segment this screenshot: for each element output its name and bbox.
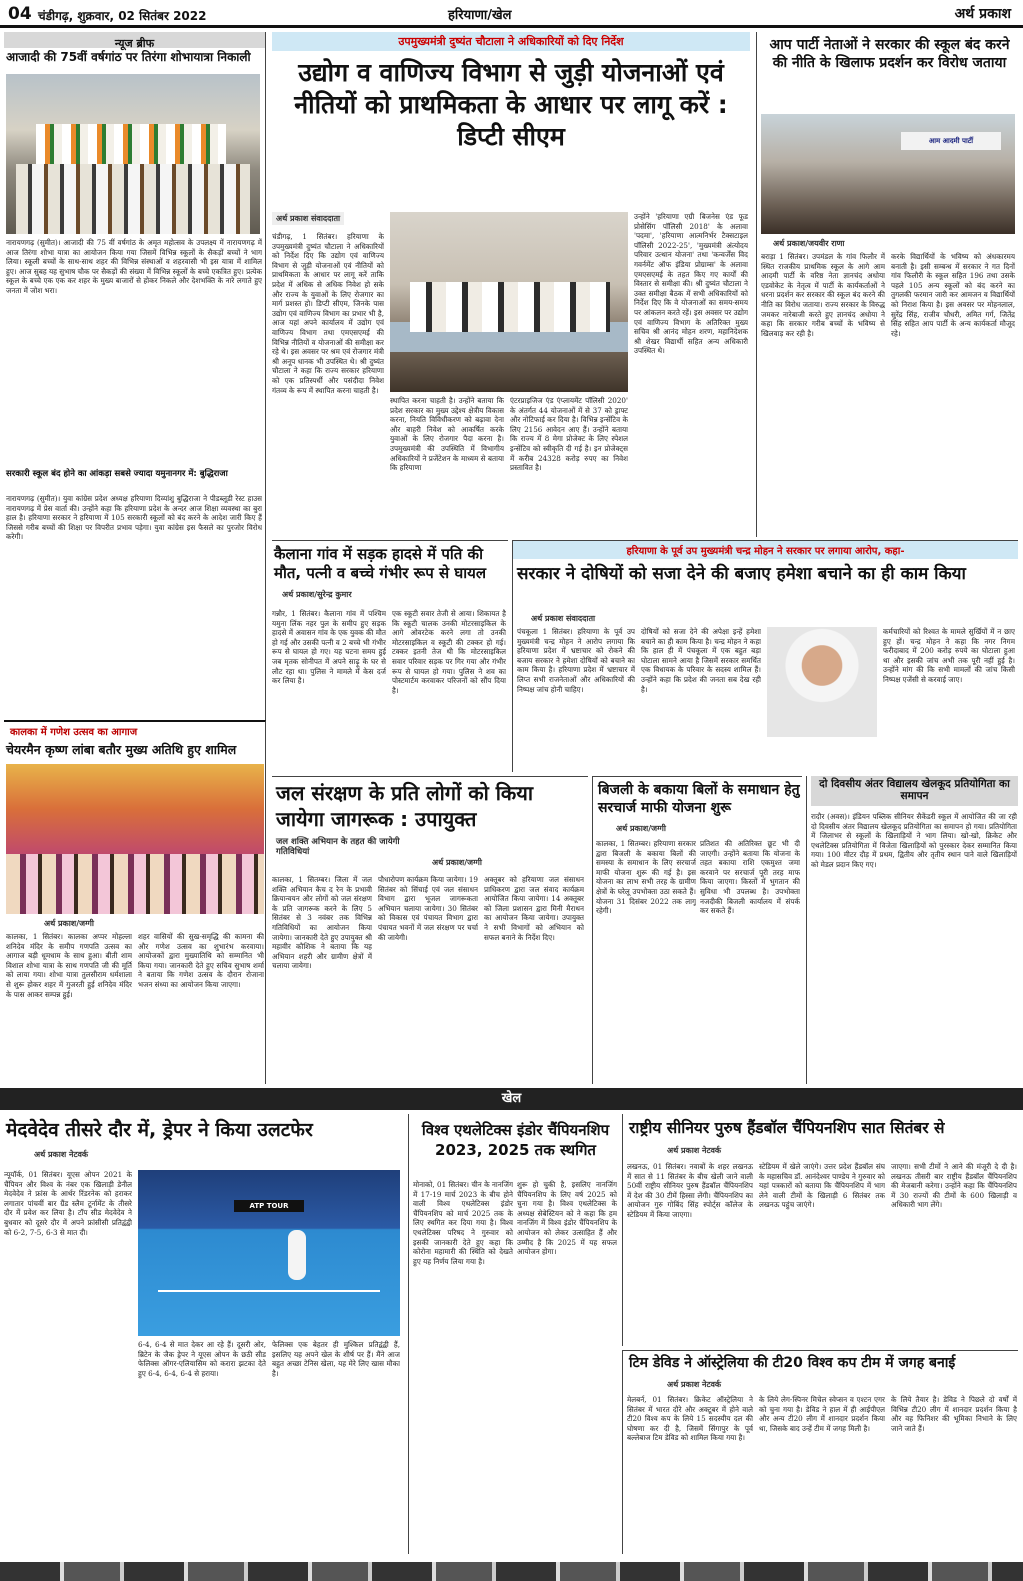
lead-col3: एंटरप्राइजिज एंड एंप्लायमेंट पॉलिसी 2020' के अंतर्गत 44 योजनाओं में से 37 को ड्राफ्ट और नोटिफाई कर दिया है। विभिन्न इन्सेंटिव के लिए 2156 आवेदन आए हैं। उन्होंने बताया कि राज्य में 8 मेगा प्रोजेक्ट के लिए स्पेशल इन्सेंटिव को स्वीकृति दी गई है। इन प्रोजेक्ट्स में करीब 24328 करोड़ रुपए का निवेश प्रस्तावित है। bbox=[510, 396, 628, 473]
tim-david-col2: के लिये लेग-स्पिनर मिचेल स्वेप्सन व एश्टन एगर को चुना गया है। डेविड ने हाल में ही आईपीएल और अन्य टी20 लीग में शानदार प्रदर्शन किया था, जिसके बाद उन्हें टीम में जगह मिली है। bbox=[759, 1395, 885, 1433]
handball-headline: राष्ट्रीय सीनियर पुरुष हैंडबॉल चैंपियनशिप सात सितंबर से bbox=[629, 1119, 945, 1137]
tim-david-byline: अर्थ प्रकाश नेटवर्क bbox=[667, 1379, 722, 1389]
meeting-photo bbox=[390, 212, 628, 392]
news-brief-headline: आजादी की 75वीं वर्षगांठ पर तिरंगा शोभायात्रा निकाली bbox=[6, 50, 251, 64]
chandermohan-kicker: हरियाणा के पूर्व उप मुख्यमंत्री चन्द्र मोहन ने सरकार पर लगाया आरोप, कहा- bbox=[513, 541, 1018, 559]
section-title: हरियाणा/खेल bbox=[448, 8, 512, 23]
chandermohan-col2: दोषियों को सजा देने की अपेक्षा इन्हें हमेशा बचाने का ही काम किया है। चन्द्र मोहन ने कहा कि हाल ही में पंचकूला में एक बहुत बड़ा घोटाला सामने आया है जिसमें सरकार समर्थित एक विधायक के परिवार के सदस्य शामिल हैं। उन्होंने कहा कि प्रदेश की जनता सब देख रही है। bbox=[641, 627, 761, 694]
school-sports-headline: दो दिवसीय अंतर विद्यालय खेलकूद प्रतियोगिता का समापन bbox=[811, 776, 1018, 806]
atp-banner: ATP TOUR bbox=[234, 1200, 304, 1212]
medvedev-headline: मेदवेदेव तीसरे दौर में, ड्रेपर ने किया उलटफेर bbox=[6, 1119, 313, 1141]
medvedev-col1: न्यूयॉर्क, 01 सितंबर। यूएस ओपन 2021 के चैंपियन और विश्व के नंबर एक खिलाड़ी डेनील मेदवेदेव ने फ्रांस के आर्थर रिंडरनेक को हराकर लगातार पांचवीं बार ग्रैंड स्लैम टूर्नामेंट के तीसरे दौर में प्रवेश कर लिया है। टॉप सीड मेदवेदेव ने बुधवार को दूसरे दौर में अपने फ्रांसीसी प्रतिद्वंद्वी को 6-2, 7-5, 6-3 से मात दी। bbox=[4, 1170, 132, 1237]
accident-story bbox=[272, 540, 508, 772]
water-story bbox=[272, 776, 588, 1084]
handball-col3: जाएगा। सभी टीमों ने आने की मंजूरी दे दी है। लखनऊ तीसरी बार राष्ट्रीय हैंडबॉल चैंपियनशिप की मेजबानी करेगा। उन्होंने कहा कि चैंपियनशिप में 30 राज्यों की टीमों के 600 खिलाड़ी व अधिकारी भाग लेंगे। bbox=[891, 1162, 1017, 1210]
aap-byline: अर्थ प्रकाश/जयवीर राणा bbox=[773, 239, 845, 248]
masthead bbox=[0, 0, 1023, 28]
water-col2: पौधारोपण कार्यक्रम किया जायेगा। 19 सितंबर को सिंचाई एवं जल संसाधन विभाग द्वारा भूजल जागरूकता अभियान चलाया जायेगा। 30 सितंबर को विकास एवं पंचायत विभाग द्वारा पंचायत भवनों में जल संरक्षण पर चर्चा की जायेगी। bbox=[378, 875, 478, 942]
medvedev-col3: फेलिक्स एक बेहतर ही मुश्किल प्रतिद्वंद्वी हैं, इसलिए यह अपने खेल के शीर्ष पर हैं। मैंने आज बहुत अच्छा टेनिस खेला, यह मेरे लिए खास मौका है। bbox=[272, 1340, 400, 1378]
accident-col2: एक स्कूटी सवार तेजी से आया। शिकायत है कि स्कूटी चालक उनकी मोटरसाइकिल के आगे ओवरटेक करने लगा तो उनकी मोटरसाइकिल व स्कूटी की टक्कर हो गई। टक्कर इतनी तेज थी कि मोटरसाइकिल सवार परिवार सड़क पर गिर गया और गंभीर रूप से घायल हो गया। पुलिस ने शव का पोस्टमार्टम करवाकर परिजनों को सौंप दिया है। bbox=[392, 609, 506, 695]
accident-byline: अर्थ प्रकाश/सुरेन्द्र कुमार bbox=[282, 590, 352, 600]
chandermohan-headline: सरकार ने दोषियों को सजा देने की बजाए हमेशा बचाने का ही काम किया bbox=[517, 564, 966, 584]
aap-banner: आम आदमी पार्टी bbox=[901, 132, 1001, 150]
medvedev-story bbox=[4, 1114, 404, 1554]
ganesh-label: कालका में गणेश उत्सव का आगाज bbox=[4, 722, 265, 740]
protest-photo bbox=[761, 114, 1015, 234]
water-col3: अक्तूबर को हरियाणा जल संसाधन प्राधिकरण द्वारा जल संवाद कार्यक्रम आयोजित किया जायेगा। 14 अक्तूबर को जिला प्रशासन द्वारा मिनी मैराथन का आयोजन किया जायेगा। उपायुक्त ने सभी विभागों को अभियान को सफल बनाने के निर्देश दिए। bbox=[484, 875, 584, 942]
newspaper-brand: अर्थ प्रकाश bbox=[954, 6, 1011, 22]
news-brief-label-bar bbox=[4, 32, 265, 48]
ganesh-col1: कालका, 1 सितंबर। कालका अप्पर मोहल्ला शनिदेव मंदिर के समीप गणपति उत्सव का आगाज बड़ी धूमधाम के साथ हुआ। बीती शाम विशाल शोभा यात्रा के साथ गणपति जी की मूर्ति को लाया गया। शोभा यात्रा तुलसीराम धर्मशाला से शुरू होकर शहर में गुजरती हुई शनिदेव मंदिर के पास आकर सम्पन्न हुई। bbox=[6, 932, 132, 999]
aap-headline: आप पार्टी नेताओं ने सरकार की स्कूल बंद करने की नीति के खिलाफ प्रदर्शन कर विरोध जताया bbox=[769, 37, 1010, 72]
athletics-story bbox=[408, 1114, 618, 1554]
school-sports-story bbox=[806, 776, 1018, 1084]
accident-headline: कैलाना गांव में सड़क हादसे में पति की मौत, पत्नी व बच्चे गंभीर रूप से घायल bbox=[274, 545, 487, 583]
chandermohan-story bbox=[512, 540, 1018, 772]
water-byline: अर्थ प्रकाश/जग्गी bbox=[432, 858, 482, 867]
chandermohan-byline: अर्थ प्रकाश संवाददाता bbox=[531, 614, 596, 623]
date-line: चंडीगढ़, शुक्रवार, 02 सितंबर 2022 bbox=[38, 9, 207, 23]
news-brief-body: नारायणगढ़ (सुमीत)। आजादी की 75 वीं वर्षगांठ के अमृत महोत्सव के उपलक्ष्य में नारायणगढ़ में आज तिरंगा शोभा यात्रा का आयोजन किया गया जिसमें विभिन्न स्कूलों के सैकड़ों बच्चों ने भाग लिया। स्कूली बच्चों के साथ-साथ शहर की विभिन्न संस्थाओं व शहरवासी भी इस यात्रा में शामिल हुए। आज सुबह यह सुभाष चौक पर सैकड़ों की संख्या में विभिन्न स्कूलों के बच्चे एकत्रित हुए। प्रत्येक स्कूल के बच्चे एक एक कर शहर के मुख्य बाजारों से होकर निकले और देशभक्ति के नारे लगाते हुए जनता में जोश भरा। bbox=[6, 238, 262, 295]
lead-col1: चंडीगढ़, 1 सितंबर। हरियाणा के उपमुख्यमंत्री दुष्यंत चौटाला ने अधिकारियों को निर्देश दिए कि उद्योग एवं वाणिज्य विभाग से जुड़ी योजनाओं एवं नीतियों को प्राथमिकता के आधार पर लागू करें ताकि प्रदेश में अधिक से अधिक निवेश हो सके और राज्य के युवाओं के लिए रोजगार का मार्ग प्रशस्त हो। डिप्टी सीएम, जिनके पास उद्योग एवं वाणिज्य विभाग का प्रभार भी है, आज यहां अपने कार्यालय में उद्योग एवं वाणिज्य विभाग तथा एमएसएमई की विभिन्न नीतियों व योजनाओं की समीक्षा कर रहे थे। इस अवसर पर श्रम एवं रोजगार मंत्री श्री अनूप धानक भी उपस्थित थे। श्री दुष्यंत चौटाला ने कहा कि राज्य सरकार हरियाणा को एक प्रतिस्पर्धी और पसंदीदा निवेश गंतव्य के रूप में स्थापित करना चाहती है। bbox=[272, 232, 384, 395]
athletics-col1: मोनाको, 01 सितंबर। चीन के नानजिंग में 17-19 मार्च 2023 के बीच होने वाली विश्व एथलेटिक्स इंडोर चैंपियनशिप को मार्च 2025 तक के लिए स्थगित कर दिया गया है। विश्व एथलेटिक्स परिषद ने गुरुवार को इसकी जानकारी देते हुए कहा कि कोरोना महामारी की स्थिति को देखते हुए यह निर्णय लिया गया है। bbox=[413, 1180, 513, 1266]
sports-strip-label: खेल bbox=[501, 1091, 522, 1106]
electricity-byline: अर्थ प्रकाश/जग्गी bbox=[616, 824, 666, 834]
tim-david-col1: मेलबर्न, 01 सितंबर। क्रिकेट ऑस्ट्रेलिया ने सितंबर में भारत दौरे और अक्टूबर में होने वाले टी20 विश्व कप के लिये 15 सदस्यीय दल की घोषणा कर दी है, जिसमें सिंगापुर के पूर्व बल्लेबाज टिम डेविड को शामिल किया गया है। bbox=[627, 1395, 753, 1443]
school-sports-body: रादौर (अवस)। इंडियन पब्लिक सीनियर सैकेंडरी स्कूल में आयोजित की जा रही दो दिवसीय अंतर विद्यालय खेलकूद प्रतियोगिता का समापन हो गया। प्रतियोगिता में जिलाभर से स्कूलों के खिलाड़ियों ने भाग लिया। खो-खो, क्रिकेट और एथलेटिक्स प्रतियोगिता में विजेता खिलाड़ियों को पुरस्कार देकर सम्मानित किया गया। 100 मीटर दौड़ में प्रथम, द्वितीय और तृतीय स्थान पाने वाले खिलाड़ियों को मेडल प्रदान किए गए। bbox=[811, 812, 1017, 869]
news-brief-sub-body: नारायणगढ़ (सुमीत)। युवा कांग्रेस प्रदेश अध्यक्ष हरियाणा दिव्यांशु बुद्धिराजा ने पीडब्लूडी रेस्ट हाउस नारायणगढ़ में प्रेस वार्ता की। उन्होंने कहा कि हरियाणा प्रदेश के अन्दर आज शिक्षा व्यवस्था का बुरा हाल है। हरियाणा सरकार ने हरियाणा में 105 सरकारी स्कूलों को बंद करने के आदेश जारी किए हैं जिससे गरीब बच्चों की शिक्षा पर विपरीत प्रभाव पड़ेगा। युवा कांग्रेस इस फैसले का पुरजोर विरोध करेगी। bbox=[6, 494, 262, 542]
handball-col1: लखनऊ, 01 सितंबर। नवाबों के शहर लखनऊ में सात से 11 सितंबर के बीच खेली जाने वाली 50वीं राष्ट्रीय सीनियर पुरुष हैंडबॉल चैंपियनशिप में देश की 30 टीमें हिस्सा लेंगी। चैंपियनशिप का आयोजन गुरु गोबिंद सिंह स्पोर्ट्स कॉलेज के स्टेडियम में किया जाएगा। bbox=[627, 1162, 753, 1219]
electricity-col1: कालका, 1 सितम्बर। हरियाणा सरकार द्वारा बिजली के बकाया बिलों की समस्या के समाधान के लिए सरचार्ज माफी योजना शुरू की गई है। इस योजना का लाभ सभी तरह के ग्रामीण क्षेत्रों के घरेलू उपभोक्ता उठा सकते हैं। योजना 31 दिसंबर 2022 तक लागू रहेगी। bbox=[596, 839, 696, 916]
lead-col2: स्थापित करना चाहती है। उन्होंने बताया कि प्रदेश सरकार का मुख्य उद्देश्य क्षेत्रीय विकास करना, नियति विविधीकरण को बढ़ावा देना और बाहरी निवेश को आकर्षित करके युवाओं के लिए रोजगार पैदा करना है। उपमुख्यमंत्री की उपस्थिति में विभागीय अधिकारियों ने प्रजेंटेशन के माध्यम से बताया कि हरियाणा bbox=[390, 396, 504, 473]
page-number: 04 bbox=[8, 4, 32, 24]
water-col1: कालका, 1 सितम्बर। जिला में जल शक्ति अभियान कैच द रेन के प्रभावी क्रियान्वयन और लोगों को जल संरक्षण के प्रति जागरूक करने के लिए 5 सितंबर से 3 नवंबर तक विभिन्न गतिविधियों का आयोजन किया जायेगा। जानकारी देते हुए उपायुक्त श्री महावीर कौशिक ने बताया कि यह अभियान शहरी और ग्रामीण क्षेत्रों में चलाया जायेगा। bbox=[272, 875, 372, 971]
tennis-photo bbox=[138, 1170, 400, 1336]
tim-david-headline: टिम डेविड ने ऑस्ट्रेलिया की टी20 विश्व कप टीम में जगह बनाई bbox=[629, 1355, 956, 1371]
ganesh-story bbox=[4, 720, 266, 1084]
lead-col4: उन्होंने 'हरियाणा एग्री बिजनेस एंड फूड प्रोसेसिंग पॉलिसी 2018' के अलावा 'पदमा', 'हरियाणा आत्मनिर्भर टैक्सटाइल पॉलिसी 2022-25', 'मुख्यमंत्री अंत्योदय परिवार उत्थान योजना' तथा 'कन्वर्जेंस विद गवर्नमेंट ऑफ इंडिया प्रोग्राम्स' के अलावा एमएसएमई के तहत किए गए कार्यों की विस्तार से समीक्षा की। श्री दुष्यंत चौटाला ने उक्त समीक्षा बैठक में सभी अधिकारियों को निर्देश दिए कि वे योजनाओं का समय-समय पर आंकलन करते रहें। इस अवसर पर उद्योग एवं वाणिज्य विभाग के अतिरिक्त मुख्य सचिव श्री आनंद मोहन शरण, महानिदेशक श्री शेखर विद्यार्थी सहित अन्य अधिकारी उपस्थित थे। bbox=[634, 212, 748, 356]
ganesh-col2: शहर वासियों की सुख-समृद्धि की कामना की और गणेश उत्सव का शुभारंभ करवाया। आयोजकों द्वारा मुख्यातिथि को सम्मानित भी किया गया। जानकारी देते हुए सचिव सुभाष शर्मा ने बताया कि गणेश उत्सव के दौरान रोजाना भजन संध्या का आयोजन किया जाएगा। bbox=[138, 932, 264, 989]
tim-david-story bbox=[622, 1350, 1018, 1554]
ganesh-byline: अर्थ प्रकाश/जग्गी bbox=[44, 919, 94, 928]
handball-col2: स्टेडियम में खेले जाएंगे। उत्तर प्रदेश हैंडबॉल संघ के महासचिव डॉ. आनंदेश्वर पाण्डेय ने गुरुवार को यहां पत्रकारों को बताया कि चैंपियनशिप में भाग लेने वाली टीमों के खिलाड़ी 6 सितंबर तक लखनऊ पहुंच जाएंगे। bbox=[759, 1162, 885, 1210]
accident-col1: गन्नौर, 1 सितंबर। कैलाना गांव में पश्चिम यमुना लिंक नहर पुल के समीप हुए सड़क हादसे में अवासन गांव के एक युवक की मौत हो गई और उसकी पत्नी व 2 बच्चे भी गंभीर रूप से घायल हो गए। यह घटना समय हुई जब मृतक सोनीपत में अपने साढ़ू के घर से लौट रहा था। पुलिस ने मामले में केस दर्ज कर लिया है। bbox=[272, 609, 386, 686]
chandermohan-col3: कर्मचारियों को रिश्वत के मामले सुर्खियों में न छाए हुए हों। चन्द्र मोहन ने कहा कि नगर निगम फरीदाबाद में 200 करोड़ रुपये का घोटाला हुआ था और इसकी जांच अभी तक पूरी नहीं हुई है। उन्होंने मांग की कि सभी मामलों की जांच किसी निष्पक्ष एजेंसी से करवाई जाए। bbox=[883, 627, 1015, 684]
athletics-col2: शुरू हो चुकी है, इसलिए नानजिंग चैंपियनशिप के लिए वर्ष 2025 को चुना गया है। विश्व एथलेटिक्स के अध्यक्ष सेबेस्टियन को ने कहा कि हम नानजिंग में विश्व इंडोर चैंपियनशिप के आयोजन को लेकर उत्साहित हैं और उम्मीद है कि 2025 में यह सफल आयोजन होगा। bbox=[517, 1180, 617, 1257]
handball-byline: अर्थ प्रकाश नेटवर्क bbox=[667, 1146, 722, 1156]
electricity-story bbox=[592, 776, 802, 1084]
handball-story bbox=[622, 1114, 1018, 1346]
aap-col1: बराड़ा 1 सितंबर। उपमंडल के गांव फिलौर में स्थित राजकीय प्राथमिक स्कूल के आगे आम आदमी पार्टी के वरिष्ठ नेता ज्ञानचंद अधोया एडवोकेट के नेतृत्व में पार्टी के कार्यकर्ताओं ने धरना प्रदर्शन कर सरकार की स्कूल बंद करने की नीति का विरोध जताया। राज्य सरकार के विरुद्ध जमकर नारेबाजी करते हुए ज्ञानचंद अधोया ने कहा कि सरकार गरीब बच्चों के भविष्य से खिलवाड़ कर रही है। bbox=[761, 252, 885, 338]
lead-headline: उद्योग व वाणिज्य विभाग से जुड़ी योजनाओं एवं नीतियों को प्राथमिकता के आधार पर लागू करें : डिप्टी सीएम bbox=[294, 58, 728, 151]
athletics-headline: विश्व एथलेटिक्स इंडोर चैंपियनशिप 2023, 2025 तक स्थगित bbox=[421, 1121, 610, 1160]
medvedev-col2: 6-4, 6-4 से मात देकर आ रहे हैं। दूसरी ओर, ब्रिटेन के जैक ड्रेपर ने यूएस ओपन के छठी सीड फेलिक्स ऑगर-एलियासिम को करारा झटका देते हुए 6-4, 6-4, 6-4 से हराया। bbox=[138, 1340, 266, 1378]
news-brief bbox=[4, 32, 266, 720]
lead-byline: अर्थ प्रकाश संवाददाता bbox=[272, 212, 344, 225]
sports-strip bbox=[0, 1088, 1023, 1110]
aap-col2: करके विद्यार्थियों के भविष्य को अंधकारमय बनाती है। इसी सम्बन्ध में सरकार ने गत दिनों गांव फिलौरी के स्कूल सहित 196 तथा उसके पहले 105 अन्य स्कूलों को बंद करने का तुगलकी फरमान जारी कर आमजन व विद्यार्थियों को निराश किया है। इस अवसर पर मोहनलाल, सुरेंद्र सिंह, राजीव चौधरी, अमित गर्ग, जितेंद्र सिंह सहित आप पार्टी के अन्य कार्यकर्ता मौजूद रहे। bbox=[891, 252, 1015, 338]
ganesh-headline: चेयरमैन कृष्ण लांबा बतौर मुख्य अतिथि हुए शामिल bbox=[6, 742, 237, 757]
aap-story bbox=[756, 32, 1018, 537]
tim-david-col3: के लिये तैयार है। डेविड ने पिछले दो वर्षों में विभिन्न टी20 लीग में शानदार प्रदर्शन किया है और वह फिनिशर की भूमिका निभाने के लिए जाने जाते हैं। bbox=[891, 1395, 1017, 1433]
ganesh-photo bbox=[6, 764, 264, 914]
chandermohan-portrait bbox=[767, 627, 877, 737]
chandermohan-col1: पंचकूला 1 सितंबर। हरियाणा के पूर्व उप मुख्यमंत्री चन्द्र मोहन ने आरोप लगाया कि हरियाणा प्रदेश में भ्रष्टाचार को रोकने की बजाय सरकार ने हमेशा दोषियों को बचाने का काम किया है। हरियाणा प्रदेश में भ्रष्टाचार में लिप्त सभी राजनेताओं और अधिकारियों की निष्पक्ष जांच होनी चाहिए। bbox=[517, 627, 635, 694]
bottom-bar bbox=[0, 1562, 1023, 1581]
water-headline: जल संरक्षण के प्रति लोगों को किया जायेगा जागरूक : उपायुक्त bbox=[276, 781, 534, 831]
electricity-headline: बिजली के बकाया बिलों के समाधान हेतु सरचार्ज माफी योजना शुरू bbox=[598, 782, 800, 817]
lead-story bbox=[272, 32, 750, 537]
electricity-col2: प्रतिशत की अतिरिक्त छूट भी दी जाएगी। उन्होंने बताया कि योजना के तहत बकाया राशि एकमुश्त जमा करवाने पर सरचार्ज पूरी तरह माफ किया जाएगा। किस्तों में भुगतान की सुविधा भी उपलब्ध है। उपभोक्ता नजदीकी बिजली कार्यालय में संपर्क कर सकते हैं। bbox=[700, 839, 800, 916]
parade-photo bbox=[6, 74, 260, 234]
news-brief-label: न्यूज ब्रीफ bbox=[114, 37, 155, 50]
water-tagline: जल शक्ति अभियान के तहत की जायेगी गतिविधियां bbox=[276, 837, 400, 857]
medvedev-byline: अर्थ प्रकाश नेटवर्क bbox=[34, 1150, 89, 1160]
news-brief-sub-headline: सरकारी स्कूल बंद होने का आंकड़ा सबसे ज्यादा यमुनानगर में: बुद्धिराजा bbox=[6, 469, 228, 479]
lead-kicker: उपमुख्यमंत्री दुष्यंत चौटाला ने अधिकारियों को दिए निर्देश bbox=[272, 32, 750, 51]
